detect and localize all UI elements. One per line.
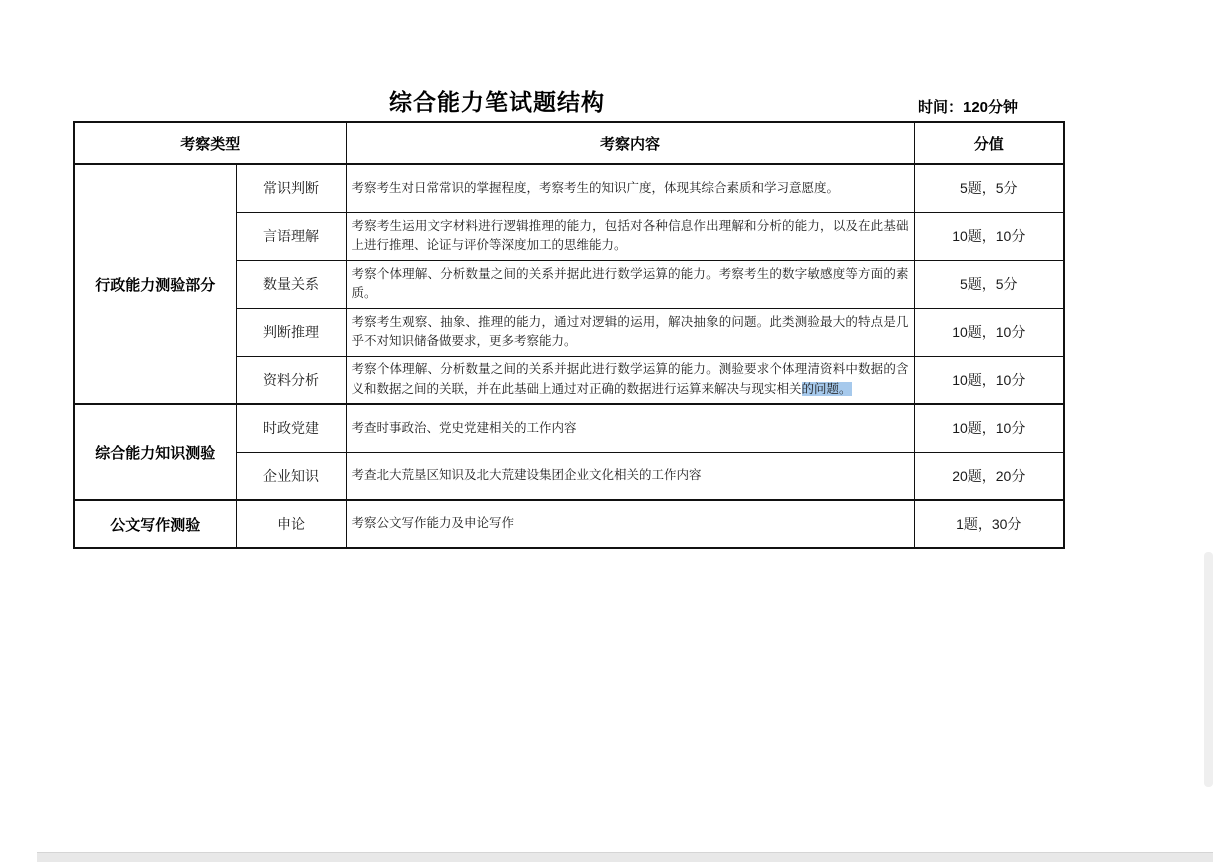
content-cell: 考察考生运用文字材料进行逻辑推理的能力，包括对各种信息作出理解和分析的能力，以及在此基础上进行推理、论证与评价等深度加工的思维能力。: [346, 212, 914, 260]
subtype-cell: 企业知识: [236, 452, 346, 500]
subtype-cell: 资料分析: [236, 356, 346, 404]
time-limit-note: 时间：120分钟: [918, 99, 1019, 116]
col-header-content: 考察内容: [346, 122, 914, 164]
content-cell: 考察个体理解、分析数量之间的关系并据此进行数学运算的能力。考察考生的数字敏感度等方面的素质。: [346, 260, 914, 308]
content-cell: 考查时事政治、党史党建相关的工作内容: [346, 404, 914, 452]
score-cell: 5题，5分: [914, 164, 1064, 212]
subtype-cell: 言语理解: [236, 212, 346, 260]
content-cell: 考查北大荒垦区知识及北大荒建设集团企业文化相关的工作内容: [346, 452, 914, 500]
table-row: [74, 404, 1064, 452]
selected-text: 的问题。: [801, 381, 852, 396]
table-row: [74, 500, 1064, 548]
content-cell: 考察考生对日常常识的掌握程度，考察考生的知识广度，体现其综合素质和学习意愿度。: [346, 164, 914, 212]
score-cell: 5题，5分: [914, 260, 1064, 308]
vertical-scrollbar-thumb[interactable]: [1204, 552, 1213, 787]
col-header-score: 分值: [914, 122, 1064, 164]
score-cell: 20题，20分: [914, 452, 1064, 500]
content-cell: [346, 356, 914, 404]
score-cell: 10题，10分: [914, 356, 1064, 404]
col-header-type: 考察类型: [74, 122, 346, 164]
content-cell: 考察考生观察、抽象、推理的能力，通过对逻辑的运用，解决抽象的问题。此类测验最大的特点是几乎不对知识储备做要求，更多考察能力。: [346, 308, 914, 356]
score-cell: 10题，10分: [914, 404, 1064, 452]
subtype-cell: 判断推理: [236, 308, 346, 356]
subtype-cell: 申论: [236, 500, 346, 548]
header-row: [74, 122, 1064, 164]
subtype-cell: 时政党建: [236, 404, 346, 452]
table-row: [74, 164, 1064, 212]
subtype-cell: 数量关系: [236, 260, 346, 308]
content-text: 考察个体理解、分析数量之间的关系并据此进行数学运算的能力。测验要求个体理清资料中数据的含义和数据之间的关联，并在此基础上通过对正确的数据进行运算来解决与现实相关: [351, 362, 909, 396]
category-cell: 行政能力测验部分: [74, 164, 236, 404]
score-cell: 10题，10分: [914, 212, 1064, 260]
score-cell: 1题，30分: [914, 500, 1064, 548]
category-cell: 综合能力知识测验: [74, 404, 236, 500]
content-cell: 考察公文写作能力及申论写作: [346, 500, 914, 548]
score-cell: 10题，10分: [914, 308, 1064, 356]
subtype-cell: 常识判断: [236, 164, 346, 212]
page-title: 综合能力笔试题结构: [389, 89, 605, 115]
category-cell: 公文写作测验: [74, 500, 236, 548]
exam-structure-table: [73, 121, 1065, 549]
horizontal-scrollbar[interactable]: [37, 852, 1213, 862]
